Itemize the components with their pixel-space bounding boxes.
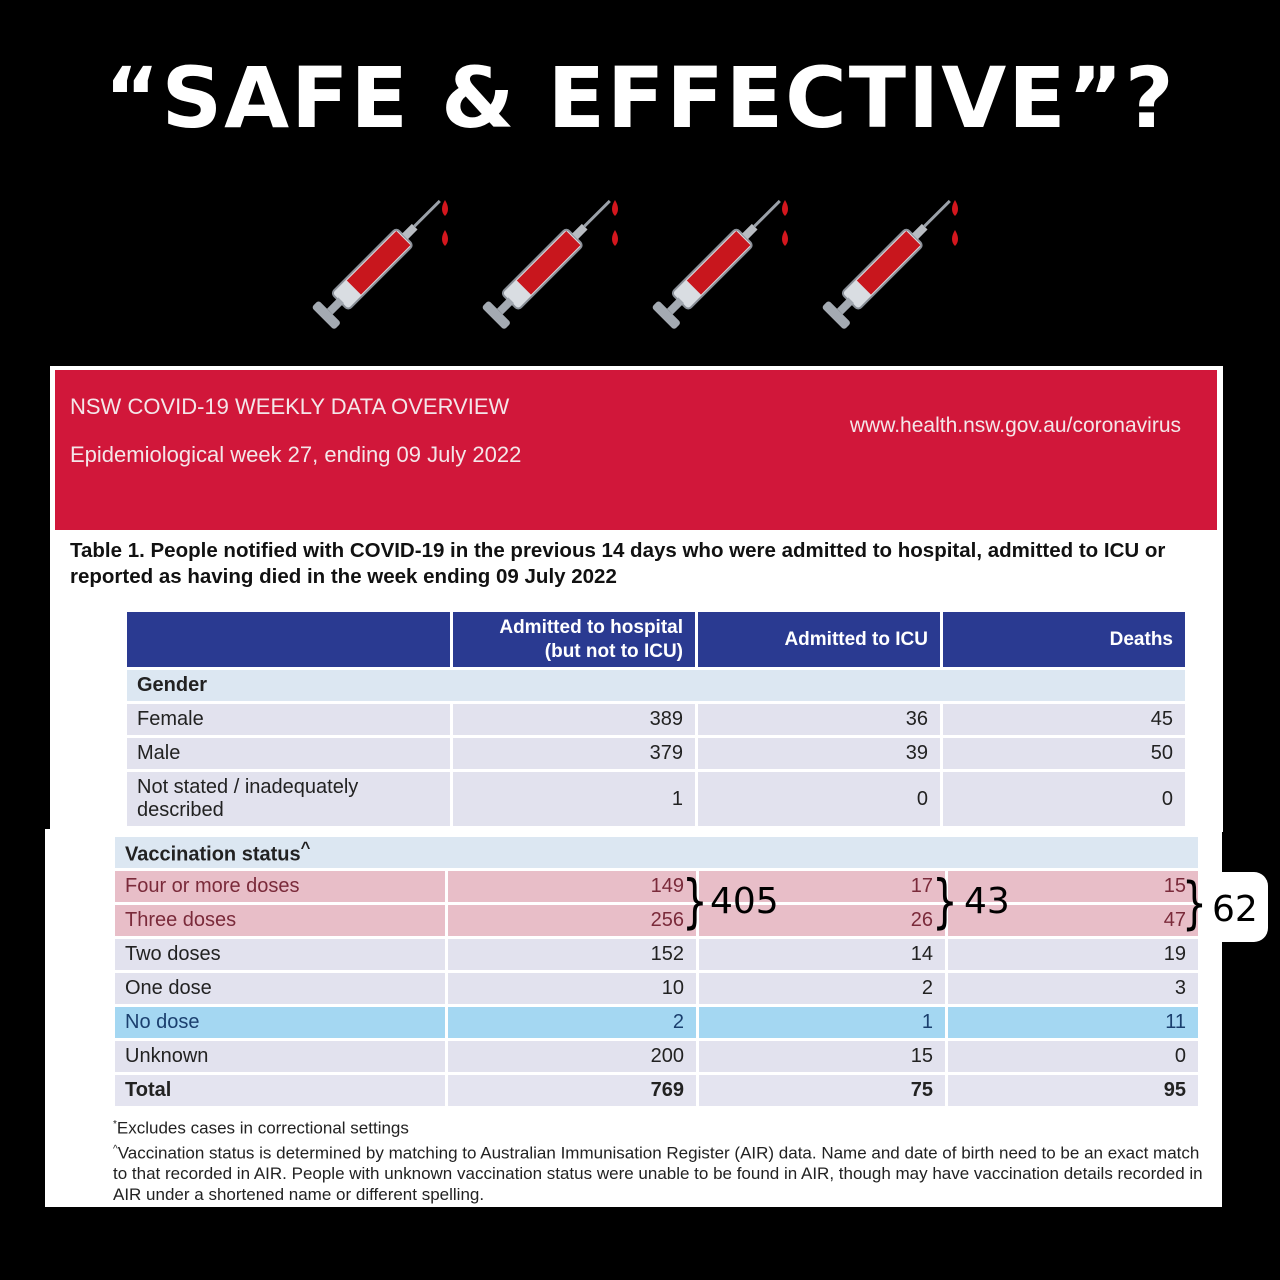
footnote-correctional — [113, 1114, 1213, 1139]
table-row — [115, 1041, 1198, 1072]
row-label: Male — [127, 738, 450, 769]
cell-hospital: 256 — [448, 905, 696, 936]
syringe-row — [300, 170, 1000, 340]
cell-deaths: 3 — [948, 973, 1198, 1004]
cell-icu: 36 — [698, 704, 940, 735]
report-title: NSW COVID-19 WEEKLY DATA OVERVIEW — [70, 394, 510, 419]
cell-hospital: 2 — [448, 1007, 696, 1038]
row-label: Three doses — [115, 905, 445, 936]
table-header-row — [127, 612, 1185, 667]
star-mark: * — [113, 1119, 117, 1130]
cell-deaths: 11 — [948, 1007, 1198, 1038]
report-week: Epidemiological week 27, ending 09 July 2022 — [70, 442, 522, 467]
section-row — [127, 670, 1185, 701]
annotation-icu-sum: 43 — [964, 881, 1010, 922]
cell-hospital: 389 — [453, 704, 695, 735]
cell-deaths: 0 — [943, 772, 1185, 826]
section-vaccination — [115, 837, 1198, 868]
cell-deaths: 19 — [948, 939, 1198, 970]
cell-hospital: 149 — [448, 871, 696, 902]
row-label: Not stated / inadequately described — [127, 772, 450, 826]
syringe-icon — [810, 170, 980, 340]
cell-icu: 1 — [699, 1007, 945, 1038]
header-icu: Admitted to ICU — [698, 612, 940, 667]
annotation-deaths-sum: 62 — [1212, 889, 1258, 930]
annotation-hospital-sum: 405 — [710, 881, 779, 922]
cell-deaths: 47 — [948, 905, 1198, 936]
header-deaths: Deaths — [943, 612, 1185, 667]
caret-mark: ^ — [113, 1143, 118, 1155]
cell-deaths: 50 — [943, 738, 1185, 769]
table-row — [127, 772, 1185, 826]
vaccination-table — [112, 834, 1201, 1109]
report-url: www.health.nsw.gov.au/coronavirus — [849, 414, 1181, 437]
row-label: One dose — [115, 973, 445, 1004]
cell-hospital: 379 — [453, 738, 695, 769]
section-vaccination-label: Vaccination status — [125, 843, 301, 866]
report-banner — [55, 370, 1217, 530]
table-caption: Table 1. People notified with COVID-19 in the previous 14 days who were admitted to hospital, admitted to ICU or reported as having died in the week ending 09 July 2022 — [70, 539, 1166, 588]
cell-hospital: 769 — [448, 1075, 696, 1106]
table-row — [115, 871, 1198, 902]
row-label: Total — [115, 1075, 445, 1106]
cell-hospital: 1 — [453, 772, 695, 826]
cell-icu: 0 — [698, 772, 940, 826]
footnote-vaccination-text: Vaccination status is determined by matching to Australian Immunisation Register (AIR) data. Name and date of birth need to be an exact match to that recorded in AIR. People with unknown vaccination status were unable to be found in AIR, though may have vaccination details recorded in AIR under a shortened name or different spelling. — [113, 1143, 1203, 1205]
cell-deaths: 0 — [948, 1041, 1198, 1072]
cell-icu: 14 — [699, 939, 945, 970]
section-gender: Gender — [127, 670, 1185, 701]
brace-deaths: } — [1182, 871, 1207, 936]
cell-icu: 17 — [699, 871, 945, 902]
cell-hospital: 152 — [448, 939, 696, 970]
cell-icu: 75 — [699, 1075, 945, 1106]
headline: “SAFE & EFFECTIVE”? — [104, 49, 1176, 147]
cell-icu: 15 — [699, 1041, 945, 1072]
table-row — [115, 973, 1198, 1004]
table-row — [127, 704, 1185, 735]
syringe-icon — [470, 170, 640, 340]
footnotes — [113, 1114, 1213, 1205]
table-row — [115, 939, 1198, 970]
row-label: Female — [127, 704, 450, 735]
footnote-vaccination — [113, 1139, 1213, 1206]
cell-hospital: 10 — [448, 973, 696, 1004]
cell-icu: 39 — [698, 738, 940, 769]
cell-deaths: 45 — [943, 704, 1185, 735]
row-label: Four or more doses — [115, 871, 445, 902]
syringe-icon — [640, 170, 810, 340]
row-label: Unknown — [115, 1041, 445, 1072]
syringe-icon — [300, 170, 470, 340]
header-hospital: Admitted to hospital (but not to ICU) — [453, 612, 695, 667]
table-row — [127, 738, 1185, 769]
cell-deaths: 95 — [948, 1075, 1198, 1106]
caret-mark: ^ — [300, 838, 311, 858]
cell-icu: 2 — [699, 973, 945, 1004]
footnote-correctional-text: Excludes cases in correctional settings — [116, 1118, 409, 1138]
cell-deaths: 15 — [948, 871, 1198, 902]
table-row — [115, 905, 1198, 936]
row-label: No dose — [115, 1007, 445, 1038]
table-row — [115, 1007, 1198, 1038]
section-row — [115, 837, 1198, 868]
header-blank — [127, 612, 450, 667]
brace-icu: } — [932, 867, 958, 935]
cell-icu: 26 — [699, 905, 945, 936]
brace-hospital: } — [682, 867, 708, 935]
gender-table — [124, 609, 1188, 829]
row-label: Two doses — [115, 939, 445, 970]
cell-hospital: 200 — [448, 1041, 696, 1072]
total-row — [115, 1075, 1198, 1106]
